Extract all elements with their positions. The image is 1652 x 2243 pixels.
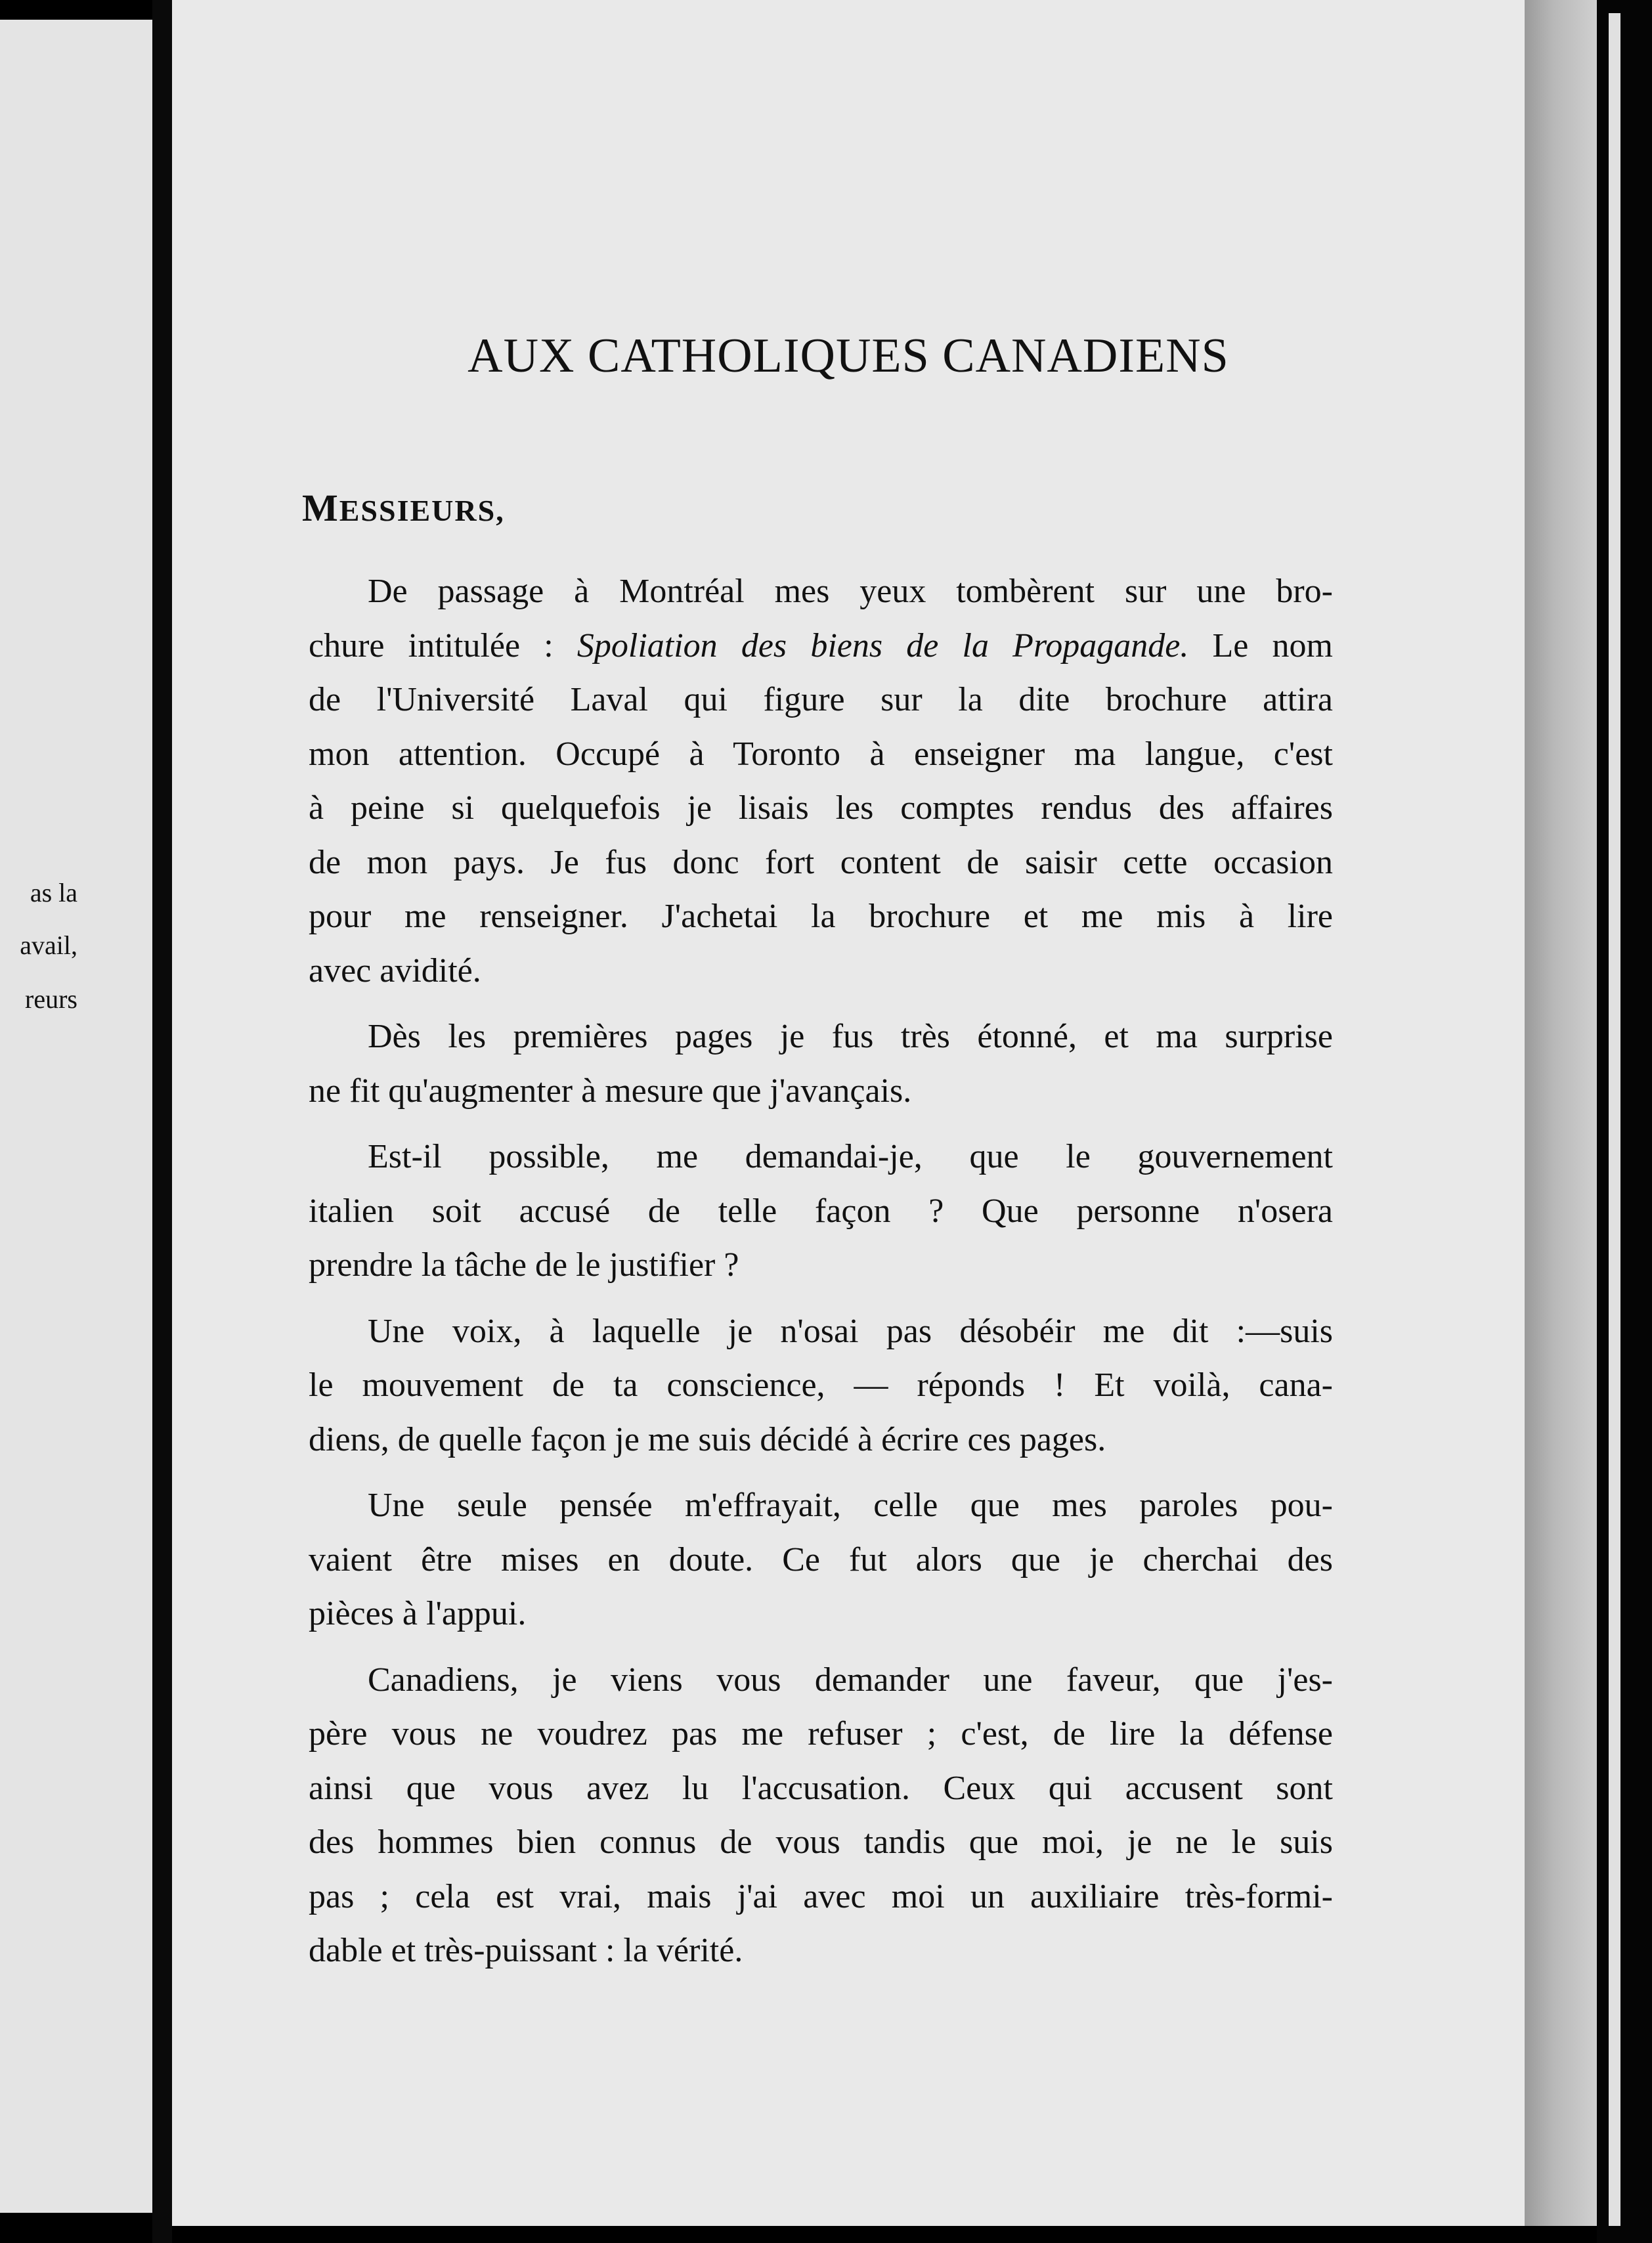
text-line-start: chure intitulée : [309,626,577,664]
text-line: diens, de quelle façon je me suis décidé à écrire ces pages. [309,1420,1106,1458]
text-line: le mouvement de ta conscience, — réponds ! Et voilà, cana- [309,1366,1333,1404]
paragraph [309,1653,1333,1978]
text-line: des hommes bien connus de vous tandis que moi, je ne le suis [309,1823,1333,1861]
text-line: Canadiens, je viens vous demander une faveur, que j'es- [368,1661,1333,1699]
text-line: italien soit accusé de telle façon ? Que personne n'osera [309,1192,1333,1230]
text-line: pièces à l'appui. [309,1595,527,1632]
salutation-rest: ESSIEURS, [339,494,505,527]
book-gutter [152,0,172,2243]
text-line: de l'Université Laval qui figure sur la dite brochure attira [309,681,1333,718]
text-line: De passage à Montréal mes yeux tombèrent sur une bro- [368,573,1333,610]
page-title: AUX CATHOLIQUES CANADIENS [467,329,1229,383]
text-line: pour me renseigner. J'achetai la brochure et me mis à lire [309,898,1333,935]
text-line: avec avidité. [309,951,481,990]
paragraph [309,1130,1333,1293]
text-line: père vous ne voudrez pas me refuser ; c'est, de lire la défense [309,1715,1333,1753]
text-line: pas ; cela est vrai, mais j'ai avec moi un auxiliaire très-formi- [309,1877,1333,1915]
text-line: mon attention. Occupé à Toronto à enseigner ma langue, c'est [309,735,1333,773]
salutation-initial: M [302,487,339,529]
previous-page-text-line: reurs [25,984,77,1014]
text-line: Est-il possible, me demandai-je, que le gouvernement [368,1138,1333,1175]
scan-border [1597,0,1652,2243]
paragraph [309,1479,1333,1642]
previous-page-fragment [0,20,156,2213]
body-text [309,565,1333,1990]
paragraph [309,1305,1333,1468]
text-line [309,619,1333,674]
previous-page-text-line: as la [30,878,77,907]
text-line: Dès les premières pages je fus très étonné, et ma surprise [368,1018,1333,1055]
text-line: à peine si quelquefois je lisais les comptes rendus des affaires [309,789,1333,827]
text-line: Une seule pensée m'effrayait, celle que mes paroles pou- [368,1487,1333,1524]
text-line: de mon pays. Je fus donc fort content de saisir cette occasion [309,843,1333,881]
salutation [302,486,505,530]
paragraph [309,1010,1333,1118]
text-line: ne fit qu'augmenter à mesure que j'avançais. [309,1072,912,1110]
text-line: prendre la tâche de le justifier ? [309,1246,739,1284]
text-line: dable et très-puissant : la vérité. [309,1932,743,1969]
paragraph [309,565,1333,998]
text-line-end: Le nom [1188,626,1334,664]
previous-page-text-line: avail, [20,930,77,960]
text-line: Une voix, à laquelle je n'osai pas désobéir me dit :—suis [368,1312,1333,1350]
page-edge-shadow [1525,0,1597,2226]
page-edge-strip [1609,13,1620,2226]
text-line: vaient être mises en doute. Ce fut alors que je cherchai des [309,1540,1333,1579]
italic-title: Spoliation des biens de la Propagande. [576,626,1189,664]
text-line: ainsi que vous avez lu l'accusation. Ceux qui accusent sont [309,1769,1333,1807]
